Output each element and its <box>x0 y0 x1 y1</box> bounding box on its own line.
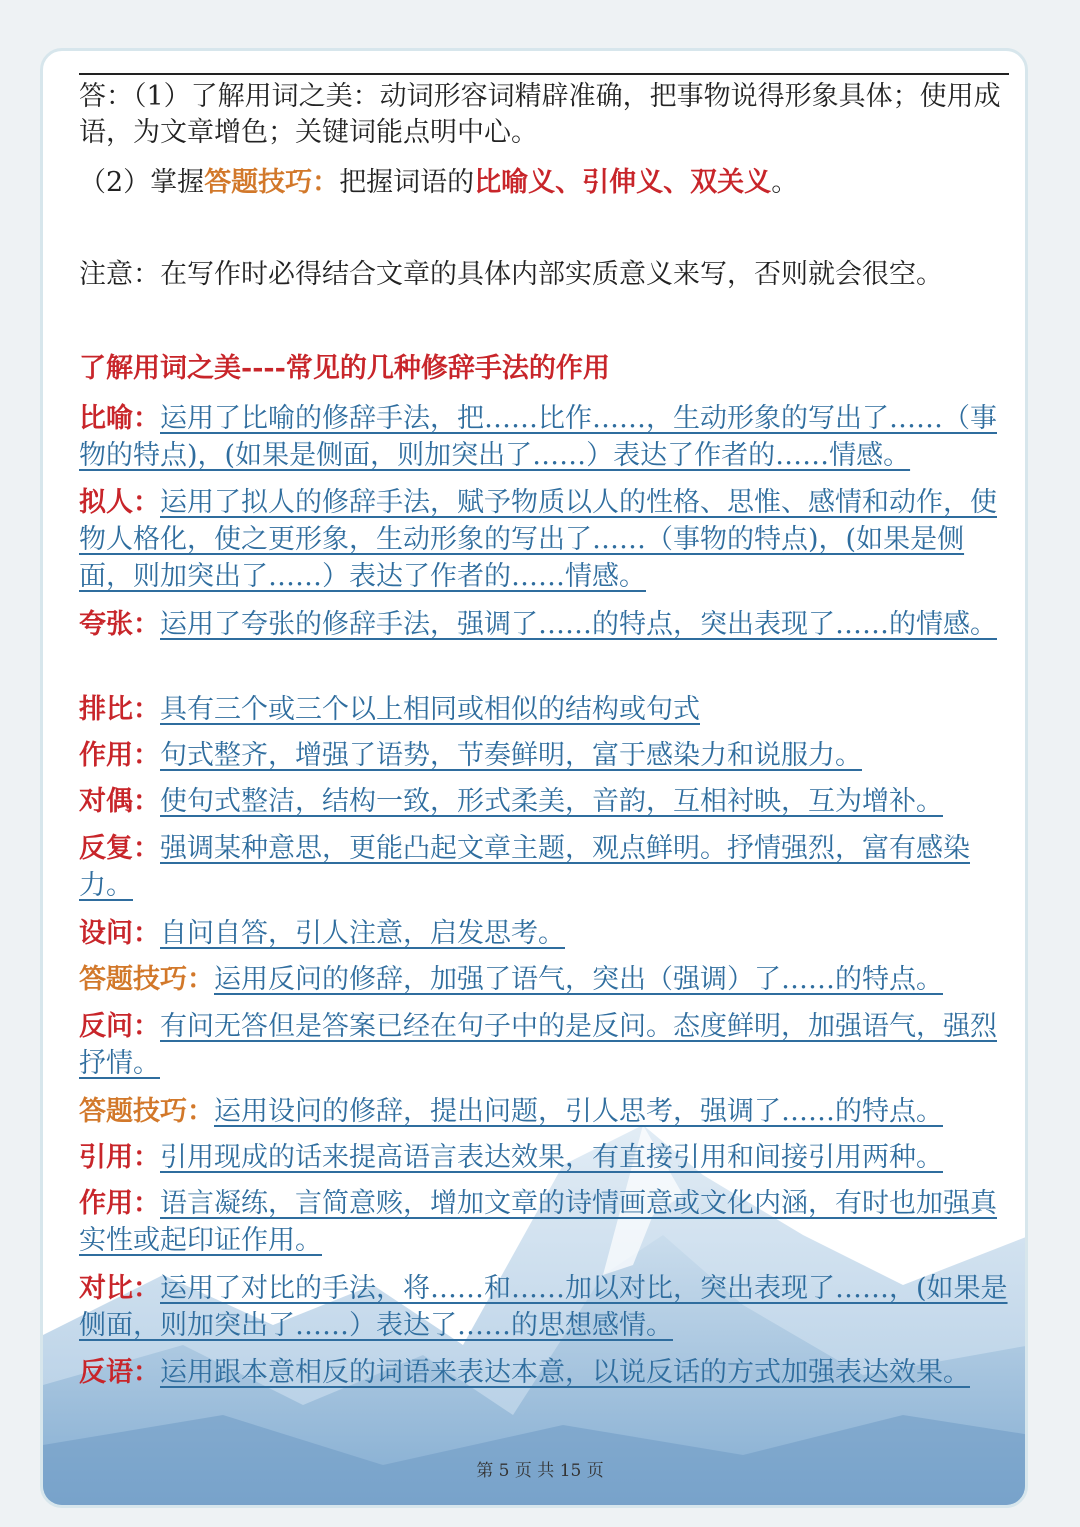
entry-label: 答题技巧： <box>79 964 214 995</box>
entry-parallelism-effect <box>79 737 1009 774</box>
entry-text: 使句式整洁，结构一致，形式柔美，音韵，互相衬映，互为增补。 <box>160 786 943 817</box>
entry-label: 答题技巧： <box>79 1096 214 1127</box>
entry-label: 作用： <box>79 740 160 771</box>
entry-metaphor <box>79 400 1009 474</box>
entry-quotation <box>79 1139 1009 1176</box>
entry-rhetorical-question <box>79 915 1009 952</box>
entry-text: 具有三个或三个以上相同或相似的结构或句式 <box>160 694 700 725</box>
entry-label: 排比： <box>79 694 160 725</box>
entry-text: 运用跟本意相反的词语来表达本意，以说反话的方式加强表达效果。 <box>160 1357 970 1388</box>
entry-label: 反复： <box>79 833 160 864</box>
entry-tip-1 <box>79 961 1009 998</box>
entry-rhetorical-interrogation <box>79 1008 1009 1082</box>
skill-end: 。 <box>771 167 799 198</box>
entry-quotation-effect <box>79 1185 1009 1259</box>
note-paragraph: 注意：在写作时必得结合文章的具体内部实质意义来写，否则就会很空。 <box>79 259 943 290</box>
page-footer: 第 5 页 共 15 页 <box>476 1461 604 1481</box>
entry-label: 比喻： <box>79 403 160 434</box>
entry-text: 自问自答，引人注意，启发思考。 <box>160 918 565 949</box>
entry-label: 对比： <box>79 1273 160 1304</box>
entry-label: 反语： <box>79 1357 160 1388</box>
entry-text: 句式整齐，增强了语势，节奏鲜明，富于感染力和说服力。 <box>160 740 862 771</box>
entry-text: 引用现成的话来提高语言表达效果，有直接引用和间接引用两种。 <box>160 1142 943 1173</box>
entry-label: 作用： <box>79 1188 160 1219</box>
entry-label: 夸张： <box>79 609 160 640</box>
entry-text: 运用了夸张的修辞手法，强调了……的特点，突出表现了……的情感。 <box>160 609 997 640</box>
entry-text: 运用反问的修辞，加强了语气，突出（强调）了……的特点。 <box>214 964 943 995</box>
skill-highlight: 答题技巧： <box>204 167 340 198</box>
entry-text: 运用了拟人的修辞手法，赋予物质以人的性格、思惟、感情和动作，使物人格化，使之更形象，生动形象的写出了……（事物的特点)，(如果是侧面，则加突出了……）表达了作者的……情感。 <box>79 487 997 592</box>
entry-antithesis <box>79 783 1009 820</box>
skill-prefix: （2）掌握 <box>79 167 205 198</box>
entry-parallelism <box>79 691 1009 728</box>
entry-hyperbole <box>79 606 1009 643</box>
entry-irony <box>79 1354 1009 1391</box>
entry-contrast <box>79 1270 1009 1344</box>
entry-text: 强调某种意思，更能凸起文章主题，观点鲜明。抒情强烈，富有感染力。 <box>79 833 970 901</box>
entry-text: 语言凝练，言简意赅，增加文章的诗情画意或文化内涵，有时也加强真实性或起印证作用。 <box>79 1188 997 1256</box>
entry-label: 对偶： <box>79 786 160 817</box>
entry-tip-2 <box>79 1093 1009 1130</box>
top-rule <box>79 73 1009 75</box>
entry-personification <box>79 484 1009 595</box>
section-title: 了解用词之美----常见的几种修辞手法的作用 <box>79 353 610 384</box>
answer-paragraph: 答：（1）了解用词之美：动词形容词精辟准确，把事物说得形象具体；使用成语，为文章增色；关键词能点明中心。 <box>79 81 1001 148</box>
entry-text: 运用设问的修辞，提出问题，引人思考，强调了……的特点。 <box>214 1096 943 1127</box>
entry-label: 设问： <box>79 918 160 949</box>
entry-label: 拟人： <box>79 487 160 518</box>
entry-text: 运用了比喻的修辞手法，把……比作……，生动形象的写出了……（事物的特点)，(如果是侧面，则加突出了……）表达了作者的……情感。 <box>79 403 997 471</box>
entry-repetition <box>79 830 1009 904</box>
entry-label: 反问： <box>79 1011 160 1042</box>
entry-text: 运用了对比的手法，将……和……加以对比，突出表现了……，(如果是侧面，则加突出了……）表达了……的思想感情。 <box>79 1273 1008 1341</box>
entry-label: 引用： <box>79 1142 160 1173</box>
skill-mid: 把握词语的 <box>339 167 475 198</box>
entry-text: 有问无答但是答案已经在句子中的是反问。态度鲜明，加强语气，强烈抒情。 <box>79 1011 997 1079</box>
skill-paragraph <box>79 165 798 201</box>
skill-red-terms: 比喻义、引伸义、双关义 <box>474 167 772 198</box>
document-page <box>40 48 1028 1508</box>
